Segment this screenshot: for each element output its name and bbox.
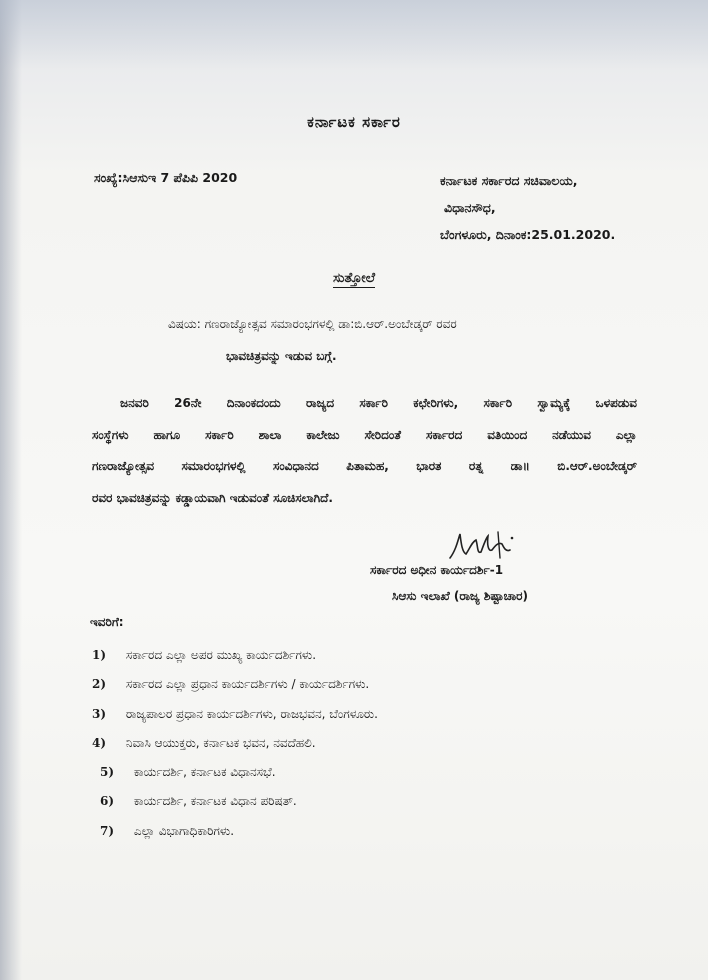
list-item — [92, 648, 378, 677]
list-item-number: 5) — [100, 765, 115, 780]
top-edge-shadow — [0, 0, 708, 70]
list-item-text: ಸರ್ಕಾರದ ಎಲ್ಲಾ ಅಪರ ಮುಖ್ಯ ಕಾರ್ಯದರ್ಶಿಗಳು. — [125, 648, 317, 662]
address-line-3-date: ಬೆಂಗಳೂರು, ದಿನಾಂಕ:25.01.2020. — [440, 227, 616, 242]
list-item — [92, 736, 378, 765]
list-item-number: 2) — [92, 677, 107, 692]
document-title: ಕರ್ನಾಟಕ ಸರ್ಕಾರ — [307, 113, 401, 131]
signatory-designation: ಸರ್ಕಾರದ ಅಧೀನ ಕಾರ್ಯದರ್ಶಿ-1 — [370, 563, 504, 577]
circular-body — [92, 388, 637, 514]
list-item-text: ಕಾರ್ಯದರ್ಶಿ, ಕರ್ನಾಟಕ ವಿಧಾನ ಪರಿಷತ್. — [133, 794, 297, 809]
address-line-2: ವಿಧಾನಸೌಧ, — [444, 200, 496, 215]
signatory-department: ಸಿಆಸು ಇಲಾಖೆ (ರಾಜ್ಯ ಶಿಷ್ಟಾಚಾರ) — [392, 589, 528, 603]
subject-block — [168, 308, 457, 372]
body-line-2: ಸಂಸ್ಥೆಗಳು ಹಾಗೂ ಸರ್ಕಾರಿ ಶಾಲಾ ಕಾಲೇಜು ಸೇರಿದಂತೆ ಸರ್ಕಾರದ ವತಿಯಿಂದ ನಡೆಯುವ ಎಲ್ಲಾ — [92, 427, 637, 442]
body-line-3: ಗಣರಾಜ್ಯೋತ್ಸವ ಸಮಾರಂಭಗಳಲ್ಲಿ ಸಂವಿಧಾನದ ಪಿತಾಮಹ, ಭಾರತ ರತ್ನ ಡಾ॥ ಬಿ.ಆರ್.ಅಂಬೇಡ್ಕರ್ — [92, 459, 637, 473]
signatory-block — [370, 557, 528, 609]
list-item — [92, 794, 378, 823]
list-item-number: 7) — [100, 823, 115, 838]
list-item-text: ಕಾರ್ಯದರ್ಶಿ, ಕರ್ನಾಟಕ ವಿಧಾನಸಭೆ. — [133, 765, 276, 780]
list-item — [92, 824, 378, 853]
list-item — [92, 707, 378, 736]
office-address — [440, 167, 615, 248]
subject-line-2: ಭಾವಚಿತ್ರವನ್ನು ಇಡುವ ಬಗ್ಗೆ. — [226, 349, 337, 363]
list-item-number: 1) — [92, 648, 107, 662]
list-item-text: ಸರ್ಕಾರದ ಎಲ್ಲಾ ಪ್ರಧಾನ ಕಾರ್ಯದರ್ಶಿಗಳು / ಕಾರ್ಯದರ್ಶಿಗಳು. — [125, 677, 370, 692]
reference-number: ಸಂಖ್ಯೆ:ಸಿಆಸುಇ 7 ಪೆಪಿಪಿ 2020 — [94, 170, 238, 185]
list-item-text: ನಿವಾಸಿ ಆಯುಕ್ತರು, ಕರ್ನಾಟಕ ಭವನ, ನವದೆಹಲಿ. — [125, 735, 316, 750]
body-line-1: ಜನವರಿ 26ನೇ ದಿನಾಂಕದಂದು ರಾಜ್ಯದ ಸರ್ಕಾರಿ ಕಛೇರಿಗಳು, ಸರ್ಕಾರಿ ಸ್ವಾಮ್ಯಕ್ಕೆ ಒಳಪಡುವ — [120, 396, 637, 410]
subject-line-1: ವಿಷಯ: ಗಣರಾಜ್ಯೋತ್ಸವ ಸಮಾರಂಭಗಳಲ್ಲಿ ಡಾ:ಬಿ.ಆರ್.ಅಂಬೇಡ್ಕರ್ ರವರ — [168, 317, 457, 331]
distribution-list — [92, 648, 378, 853]
list-item — [92, 677, 378, 706]
recipients-label: ಇವರಿಗೆ: — [90, 615, 124, 629]
body-line-4: ರವರ ಭಾವಚಿತ್ರವನ್ನು ಕಡ್ಡಾಯವಾಗಿ ಇಡುವಂತೆ ಸೂಚಿಸಲಾಗಿದೆ. — [92, 490, 333, 505]
list-item-text: ರಾಜ್ಯಪಾಲರ ಪ್ರಧಾನ ಕಾರ್ಯದರ್ಶಿಗಳು, ರಾಜಭವನ, ಬೆಂಗಳೂರು. — [125, 706, 378, 721]
list-item-number: 4) — [92, 735, 107, 750]
list-item-number: 3) — [92, 706, 107, 721]
list-item-number: 6) — [100, 794, 115, 809]
list-item — [92, 765, 378, 794]
address-line-1: ಕರ್ನಾಟಕ ಸರ್ಕಾರದ ಸಚಿವಾಲಯ, — [440, 173, 578, 188]
list-item-text: ಎಲ್ಲಾ ವಿಭಾಗಾಧಿಕಾರಿಗಳು. — [133, 823, 235, 838]
circular-heading — [0, 270, 708, 286]
left-edge-shadow — [0, 0, 22, 980]
circular-heading-text: ಸುತ್ತೋಲೆ — [332, 270, 376, 286]
